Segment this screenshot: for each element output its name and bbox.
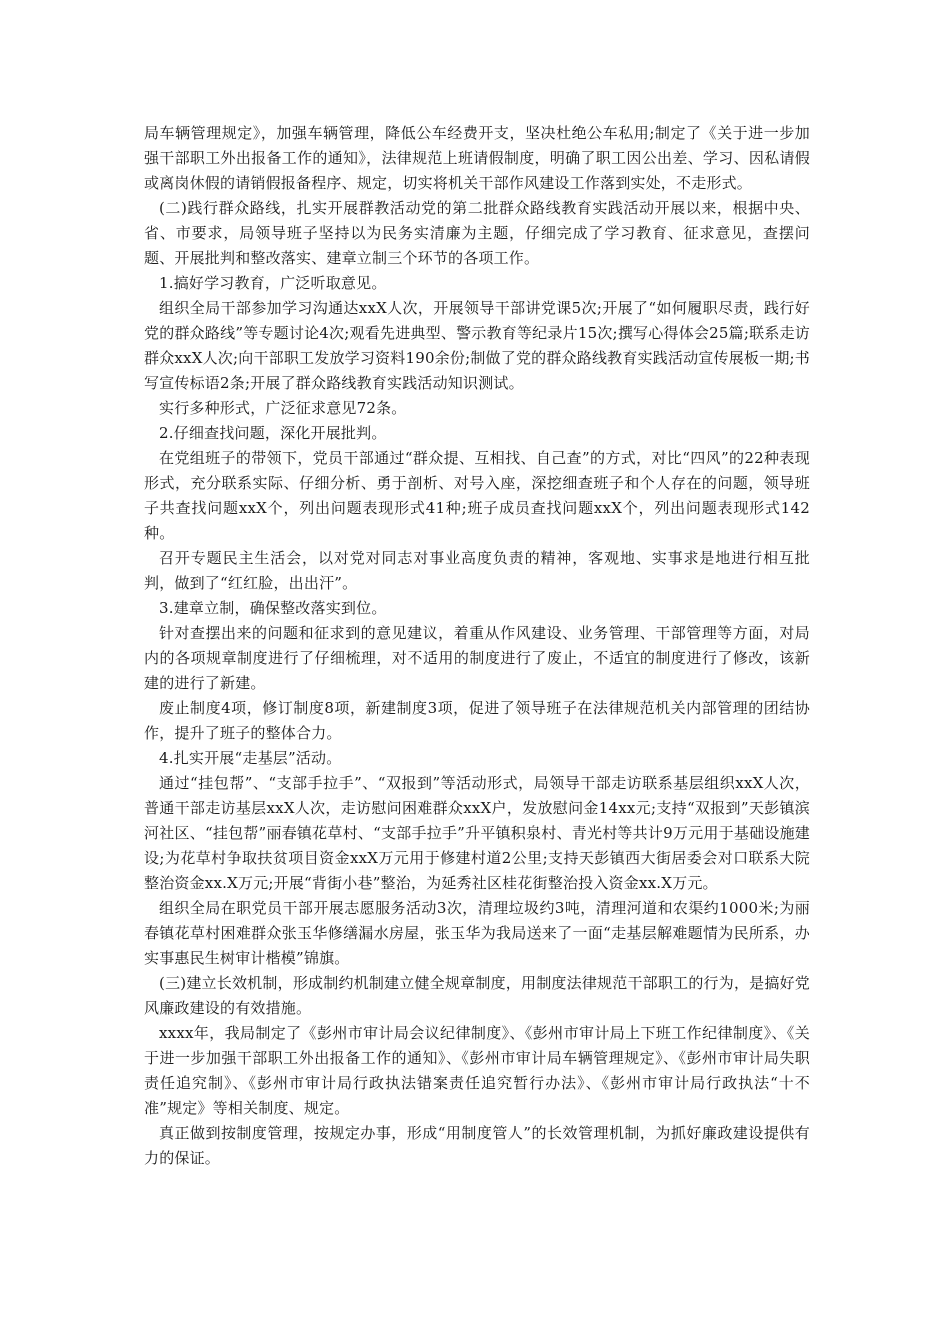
paragraph-5: 实行多种形式，广泛征求意见72条。 xyxy=(159,399,407,417)
section-heading-4: 4.扎实开展“走基层”活动。 xyxy=(159,749,342,767)
section-heading-3: 3.建章立制，确保整改落实到位。 xyxy=(159,599,387,617)
paragraph-17: 真正做到按制度管理，按规定办事，形成“用制度管人”的长效管理机制，为抓好廉政建设提供有力的保证。 xyxy=(144,1124,810,1167)
section-heading-2: 2.仔细查找问题，深化开展批判。 xyxy=(159,424,387,442)
document-page xyxy=(144,121,810,1171)
paragraph-13: 通过“挂包帮”、“支部手拉手”、“双报到”等活动形式，局领导干部走访联系基层组织xxX人次，普通干部走访基层xxX人次，走访慰问困难群众xxX户，发放慰问金14xx元;支持“双报到”天彭镇滨河社区、“挂包帮”丽春镇花草村、“支部手拉手”升平镇积泉村、青光村等共计9万元用于基础设施建设;为花草村争取扶贫项目资金xxX万元用于修建村道2公里;支持天彭镇西大街居委会对口联系大院整治资金xx.X万元;开展“背街小巷”整治，为延秀社区桂花街整治投入资金xx.X万元。 xyxy=(144,774,810,892)
paragraph-10: 针对查摆出来的问题和征求到的意见建议，着重从作风建设、业务管理、干部管理等方面，对局内的各项规章制度进行了仔细梳理，对不适用的制度进行了废止，不适宜的制度进行了修改，该新建的进行了新建。 xyxy=(144,624,810,692)
paragraph-16: xxxx年，我局制定了《彭州市审计局会议纪律制度》、《彭州市审计局上下班工作纪律制度》、《关于进一步加强干部职工外出报备工作的通知》、《彭州市审计局车辆管理规定》、《彭州市审计局失职责任追究制》、《彭州市审计局行政执法错案责任追究暂行办法》、《彭州市审计局行政执法“十不准”规定》等相关制度、规定。 xyxy=(144,1024,810,1117)
paragraph-4: 组织全局干部参加学习沟通达xxX人次，开展领导干部讲党课5次;开展了“如何履职尽责，践行好党的群众路线”等专题讨论4次;观看先进典型、警示教育等纪录片15次;撰写心得体会25篇;联系走访群众xxX人次;向干部职工发放学习资料190余份;制做了党的群众路线教育实践活动宣传展板一期;书写宣传标语2条;开展了群众路线教育实践活动知识测试。 xyxy=(144,299,810,392)
paragraph-7: 在党组班子的带领下，党员干部通过“群众提、互相找、自己查”的方式，对比“四风”的22种表现形式，充分联系实际、仔细分析、勇于剖析、对号入座，深挖细查班子和个人存在的问题，领导班子共查找问题xxX个，列出问题表现形式41种;班子成员查找问题xxX个，列出问题表现形式142种。 xyxy=(144,449,810,542)
paragraph-2: (二)践行群众路线，扎实开展群教活动党的第二批群众路线教育实践活动开展以来，根据中央、省、市要求，局领导班子坚持以为民务实清廉为主题，仔细完成了学习教育、征求意见，查摆问题、开展批判和整改落实、建章立制三个环节的各项工作。 xyxy=(144,199,810,267)
paragraph-11: 废止制度4项，修订制度8项，新建制度3项，促进了领导班子在法律规范机关内部管理的团结协作，提升了班子的整体合力。 xyxy=(144,699,810,742)
paragraph-15: (三)建立长效机制，形成制约机制建立健全规章制度，用制度法律规范干部职工的行为，是搞好党风廉政建设的有效措施。 xyxy=(144,974,810,1017)
paragraph-8: 召开专题民主生活会，以对党对同志对事业高度负责的精神，客观地、实事求是地进行相互批判，做到了“红红脸，出出汗”。 xyxy=(144,549,810,592)
paragraph-14: 组织全局在职党员干部开展志愿服务活动3次，清理垃圾约3吨，清理河道和农渠约1000米;为丽春镇花草村困难群众张玉华修缮漏水房屋，张玉华为我局送来了一面“走基层解难题情为民所系，办实事惠民生树审计楷模”锦旗。 xyxy=(144,899,810,967)
section-heading-1: 1.搞好学习教育，广泛听取意见。 xyxy=(159,274,387,292)
paragraph-1: 局车辆管理规定》，加强车辆管理，降低公车经费开支，坚决杜绝公车私用;制定了《关于进一步加强干部职工外出报备工作的通知》，法律规范上班请假制度，明确了职工因公出差、学习、因私请假或离岗休假的请销假报备程序、规定，切实将机关干部作风建设工作落到实处，不走形式。 xyxy=(144,124,810,192)
